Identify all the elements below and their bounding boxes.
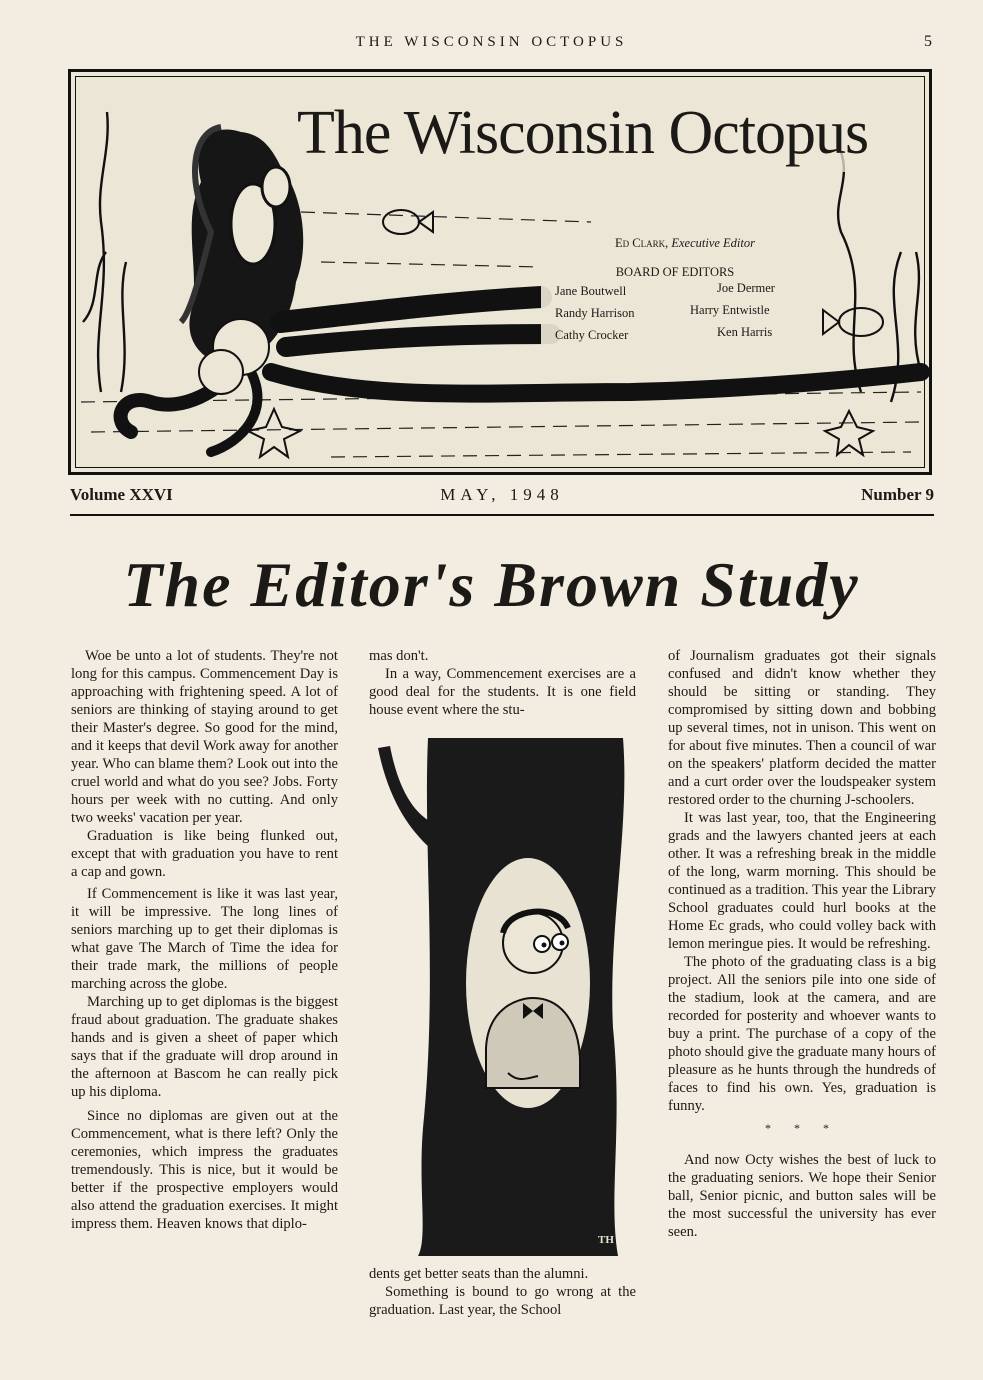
running-head: THE WISCONSIN OCTOPUS (355, 34, 628, 50)
paragraph: of Journalism graduates got their signals confused and didn't know whether they should be sitting or standing. They compromised by sitting down and bobbing up several times, not in unison. This went on for about five minutes. Then a council of war on the speakers' platform decided the matter and a curt order over the loudspeaker system restored order to the churning J-schoolers. (668, 648, 936, 808)
text-column-1 (71, 647, 338, 1233)
paragraph: Marching up to get diplomas is the biggest fraud about graduation. The graduate shakes hands and is given a sheet of paper which says that if the graduate will drop around in the afternoon at Bascom he can really pick up his diploma. (71, 994, 338, 1100)
editor-name: Harry Entwistle (690, 303, 770, 317)
paragraph: Woe be unto a lot of students. They're not long for this campus. Commencement Day is approaching with frightening speed. A lot of seniors are thinking of staying around to get their Master's degree. So good for the mind, and it keeps that devil Work away for another year. Who can blame them? Look out into the cruel world and what do you see? Jobs. Forty hours per week with no cutting. And only two weeks' vacation per year. (71, 648, 338, 826)
issue-number: Number 9 (861, 485, 934, 504)
board-heading: BOARD OF EDITORS (615, 265, 735, 279)
text-column-2-bottom (369, 1265, 636, 1319)
page-number: 5 (924, 33, 932, 50)
paragraph: And now Octy wishes the best of luck to the graduating seniors. We hope their Senior ball, Senior picnic, and button sales will be the most successful the university has ever seen. (668, 1152, 936, 1240)
executive-editor-name: Ed Clark, (614, 236, 669, 250)
cartoon-signature: TH (598, 1234, 614, 1246)
paragraph: dents get better seats than the alumni. (369, 1266, 589, 1282)
issue-line (70, 485, 934, 509)
text-column-3 (668, 647, 936, 1241)
section-separator: * * * (765, 1121, 839, 1135)
paragraph: In a way, Commencement exercises are a good deal for the students. It is one field house event where the stu- (369, 666, 636, 718)
editor-name: Ken Harris (717, 325, 773, 339)
paragraph: mas don't. (369, 648, 429, 664)
volume-label: Volume XXVI (70, 485, 173, 504)
editor-name: Jane Boutwell (555, 284, 627, 298)
masthead-title: The Wisconsin Octopus (297, 99, 869, 167)
editor-name: Randy Harrison (555, 306, 635, 320)
article-headline: The Editor's Brown Study (123, 549, 860, 620)
paragraph: It was last year, too, that the Engineering grads and the lawyers chanted jeers at each other. It was a refreshing break in the middle of the long, warm morning. This should be continued as a tradition. This year the Library School graduates could hurl books at the Home Ec grads, who could volley back with lemon meringue pies. It would be refreshing. (668, 810, 936, 952)
paragraph: Since no diplomas are given out at the Commencement, what is there left? Only the ceremonies, which impress the graduates tremendously. This is nice, but it would be better if the prospective employers would also attend the graduation exercises. It might impress them. Heaven knows that diplo- (71, 1108, 338, 1232)
paragraph: The photo of the graduating class is a big project. All the seniors pile into one side of the stadium, look at the camera, and are recorded for posterity and whoever wants to buy a print. The purchase of a copy of the photo should give the graduate many hours of pleasure as he hunts through the hundreds of faces to find his own. Yes, graduation is funny. (668, 954, 936, 1114)
paragraph: Graduation is like being flunked out, except that with graduation you have to rent a cap and gown. (71, 828, 338, 880)
issue-date: MAY, 1948 (440, 485, 564, 504)
masthead-illustration (68, 69, 932, 475)
editor-name: Cathy Crocker (555, 328, 629, 342)
editor-name: Joe Dermer (717, 281, 775, 295)
divider-rule (70, 514, 934, 516)
paragraph: Something is bound to go wrong at the graduation. Last year, the School (369, 1284, 636, 1318)
cartoon-illustration (368, 728, 638, 1258)
executive-editor-title: Executive Editor (671, 236, 755, 250)
board-of-editors (555, 236, 795, 348)
executive-editor (575, 236, 795, 251)
text-column-2-top (369, 647, 636, 719)
paragraph: If Commencement is like it was last year, it will be impressive. The long lines of seniors marching up to get their diplomas is what gave The March of Time the idea for their trade mark, the millions of people marching across the globe. (71, 886, 338, 992)
editor-names (555, 281, 795, 348)
tree-hollow-student-illustration (368, 728, 638, 1258)
